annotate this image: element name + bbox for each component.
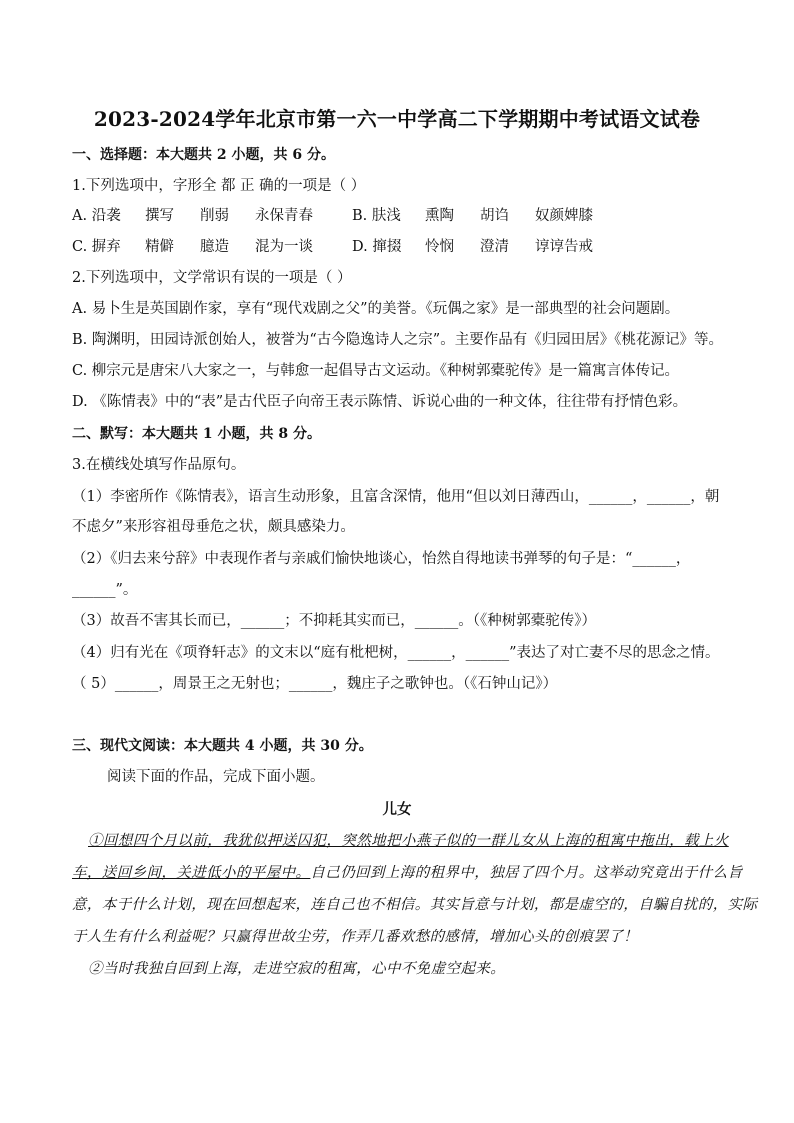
- section-3-header: 三、现代文阅读：本大题共 4 小题，共 30 分。: [72, 738, 373, 754]
- q1-option-b-word-4: 奴颜婢膝: [535, 208, 593, 224]
- q2-option-b: B. 陶渊明，田园诗派创始人，被誉为“古今隐逸诗人之宗”。主要作品有《归园田居》《桃花源记》等。: [72, 332, 723, 348]
- q3-item-5: （ 5）______，周景王之无射也；______，魏庄子之歌钟也。（《石钟山记》）: [72, 676, 558, 692]
- question-3-stem: 3.在横线处填写作品原句。: [72, 457, 246, 473]
- q3-item-4: （4）归有光在《项脊轩志》的文末以“庭有枇杷树，______，______”表达了对亡妻不尽的思念之情。: [72, 645, 720, 661]
- q1-option-b-word-3: 胡诌: [480, 208, 509, 224]
- q1-option-b-word-1: B. 肤浅: [352, 208, 401, 224]
- q3-item-3: （3）故吾不害其长而已，______；不抑耗其实而已，______。（《种树郭橐驼传》）: [72, 613, 596, 629]
- question-2-stem: 2.下列选项中，文学常识有误的一项是（ ）: [72, 270, 352, 286]
- q1-option-a-word-4: 永保青春: [255, 208, 313, 224]
- q1-option-b-word-2: 熏陶: [425, 208, 454, 224]
- q1-option-a-word-1: A. 沿袭: [72, 208, 121, 224]
- q1-option-d-word-2: 怜悯: [425, 239, 454, 255]
- passage-para-1-line-4: 于人生有什么利益呢？只赢得世故尘劳，作弄几番欢愁的感情，增加心头的创痕罢了！: [72, 929, 639, 945]
- passage-text-2: 自己仍回到上海的租界中，独居了四个月。这举动究竟出于什么旨: [310, 865, 743, 881]
- question-1-stem: 1.下列选项中，字形全 都 正 确的一项是（ ）: [72, 178, 366, 194]
- q1-option-d-word-1: D. 撺掇: [352, 239, 402, 255]
- passage-underlined-2: 车，送回乡间，关进低小的平屋中。: [72, 865, 311, 881]
- q3-item-2-line-1: （2）《归去来兮辞》中表现作者与亲戚们愉快地谈心，怡然自得地读书弹琴的句子是：“______，: [72, 551, 691, 567]
- reading-instruction: 阅读下面的作品，完成下面小题。: [107, 769, 325, 785]
- q1-option-a-word-2: 撰写: [145, 208, 174, 224]
- passage-para-2: ②当时我独自回到上海，走进空寂的租寓，心中不免虚空起来。: [88, 961, 506, 977]
- section-2-header: 二、默写：本大题共 1 小题，共 8 分。: [72, 426, 321, 442]
- passage-para-1-line-2: [72, 863, 743, 883]
- q1-option-c-word-1: C. 摒弃: [72, 239, 121, 255]
- q3-item-1-line-1: （1）李密所作《陈情表》，语言生动形象，且富含深情，他用“但以刘日薄西山，______，______，朝: [72, 489, 720, 505]
- q1-option-d-word-4: 谆谆告戒: [535, 239, 593, 255]
- q1-option-a-word-3: 削弱: [200, 208, 229, 224]
- q3-item-2-line-2: ______”。: [72, 582, 138, 598]
- section-1-header: 一、选择题：本大题共 2 小题，共 6 分。: [72, 147, 335, 163]
- q3-item-1-line-2: 不虑夕”来形容祖母垂危之状，颇具感染力。: [72, 519, 355, 535]
- page-title: 2023-2024学年北京市第一六一中学高二下学期期中考试语文试卷: [93, 107, 701, 131]
- q1-option-c-word-3: 臆造: [200, 239, 229, 255]
- q1-option-d-word-3: 澄清: [480, 239, 509, 255]
- q1-option-c-word-4: 混为一谈: [255, 239, 313, 255]
- passage-title: 儿女: [382, 801, 412, 818]
- q2-option-c: C. 柳宗元是唐宋八大家之一，与韩愈一起倡导古文运动。《种树郭橐驼传》是一篇寓言体传记。: [72, 363, 680, 379]
- passage-para-1-line-3: 意，本于什么计划，现在回想起来，连自己也不相信。其实旨意与计划，都是虚空的，自騙自扰的，实际: [72, 897, 758, 913]
- q2-option-d: D. 《陈情表》中的“表”是古代臣子向帝王表示陈情、诉说心曲的一种文体，往往带有抒情色彩。: [72, 394, 688, 410]
- q2-option-a: A. 易卜生是英国剧作家，享有“现代戏剧之父”的美誉。《玩偶之家》是一部典型的社会问题剧。: [72, 301, 680, 317]
- passage-underlined-1: ①回想四个月以前，我犹似押送囚犯，突然地把小燕子似的一群儿女从上海的租寓中拖出，载上火: [88, 833, 729, 849]
- q1-option-c-word-2: 精僻: [145, 239, 174, 255]
- passage-para-1-line-1: [88, 831, 729, 851]
